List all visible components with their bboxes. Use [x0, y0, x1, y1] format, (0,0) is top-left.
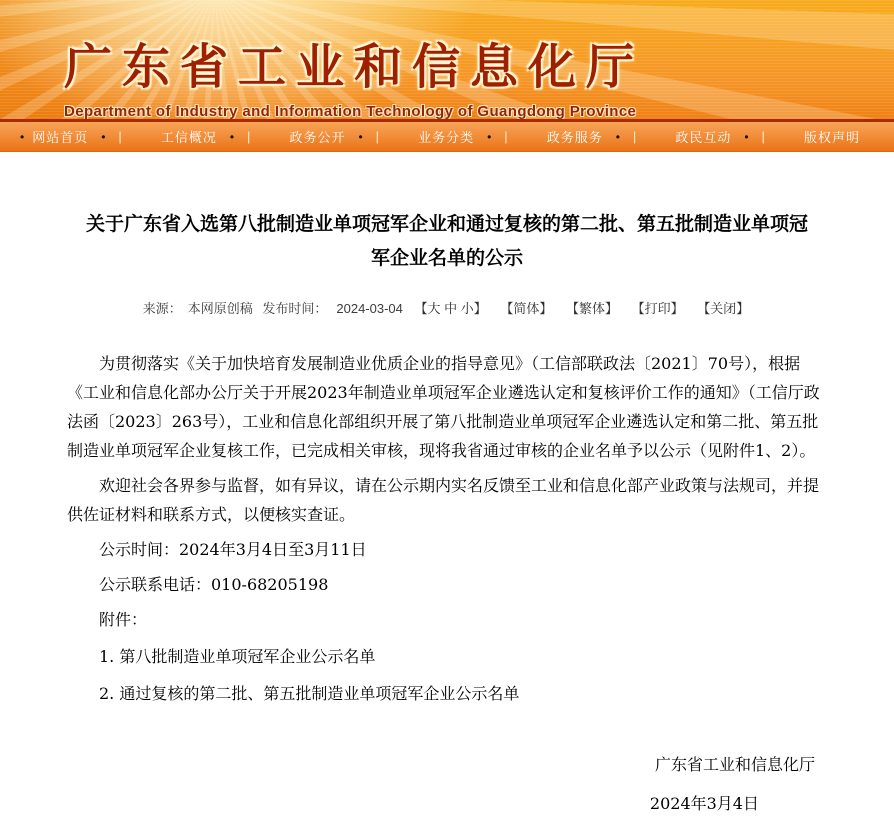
bullet-dot-icon: • [487, 129, 492, 144]
article-title: 关于广东省入选第八批制造业单项冠军企业和通过复核的第二批、第五批制造业单项冠军企业名单的公示 [85, 214, 808, 269]
bullet-dot-icon: • [229, 129, 235, 144]
attachment-link-2[interactable]: 2. 通过复核的第二批、第五批制造业单项冠军企业公示名单 [99, 684, 520, 703]
nav-separator: | [118, 129, 122, 144]
site-title: 广东省工业和信息化厅 [64, 41, 645, 94]
signature-org: 广东省工业和信息化厅 [654, 755, 815, 774]
font-size-control[interactable]: 【大 中 小】 [414, 301, 487, 316]
bullet-dot-icon: • [615, 129, 620, 144]
close-button[interactable]: 【关闭】 [697, 301, 750, 316]
nav-item-copyright[interactable]: 版权声明 [803, 130, 860, 145]
source-label: 来源： [142, 301, 182, 316]
nav-item-overview[interactable]: 工信概况 [160, 130, 217, 145]
nav-group [418, 127, 508, 146]
paragraph-2: 欢迎社会各界参与监督，如有异议，请在公示期内实名反馈至工业和信息化部产业政策与法规司，并提供佐证材料和联系方式，以便核实查证。 [67, 476, 820, 524]
nav-item-gov-services[interactable]: 政务服务 [546, 130, 603, 145]
nav-separator: | [761, 129, 765, 144]
article-meta [67, 298, 827, 317]
nav-item-home[interactable]: 网站首页 [32, 130, 89, 145]
bullet-dot-icon: • [358, 129, 363, 144]
nav-group [547, 127, 637, 146]
nav-separator: | [504, 129, 508, 144]
main-nav [0, 122, 894, 152]
nav-group [675, 127, 765, 146]
bullet-dot-icon: • [101, 129, 106, 144]
nav-separator: | [247, 129, 251, 144]
nav-groups [32, 127, 860, 146]
signature-date: 2024年3月4日 [649, 794, 759, 813]
source-value: 本网原创稿 [187, 301, 253, 316]
nav-item-gov-disclosure[interactable]: 政务公开 [289, 130, 346, 145]
print-button[interactable]: 【打印】 [631, 301, 684, 316]
article-body [67, 349, 827, 818]
nav-group [804, 127, 860, 146]
nav-item-public-interaction[interactable]: 政民互动 [675, 130, 732, 145]
contact-phone: 公示联系电话：010-68205198 [99, 575, 329, 594]
nav-separator: | [375, 129, 380, 144]
nav-separator: | [632, 129, 637, 144]
bullet-dot-icon: • [20, 129, 25, 144]
bullet-dot-icon: • [744, 129, 749, 144]
nav-group [289, 127, 379, 146]
attachments-label: 附件： [99, 610, 148, 629]
paragraph-1: 为贯彻落实《关于加快培育发展制造业优质企业的指导意见》（工信部联政法〔2021〕70号），根据《工业和信息化部办公厅关于开展2023年制造业单项冠军企业遴选认定和复核评价工作的通知》（工信厅政法函〔2023〕263号），工业和信息化部组织开展了第八批制造业单项冠军企业遴选认定和第二批、第五批制造业单项冠军企业复核工作，已完成相关审核，现将我省通过审核的企业名单予以公示（见附件1、2）。 [67, 354, 820, 460]
notice-period: 公示时间：2024年3月4日至3月11日 [99, 540, 367, 559]
article [67, 208, 827, 818]
site-banner [0, 0, 894, 122]
nav-item-business-categories[interactable]: 业务分类 [418, 130, 475, 145]
simplified-button[interactable]: 【简体】 [500, 301, 553, 316]
site-title-english: Department of Industry and Information Technology of Guangdong Province [64, 103, 637, 120]
attachment-link-1[interactable]: 1. 第八批制造业单项冠军企业公示名单 [99, 647, 376, 666]
traditional-button[interactable]: 【繁体】 [566, 301, 619, 316]
nav-group [32, 127, 122, 146]
nav-group [161, 127, 251, 146]
publish-date: 2024-03-04 [336, 301, 403, 316]
publish-label: 发布时间： [262, 301, 328, 316]
